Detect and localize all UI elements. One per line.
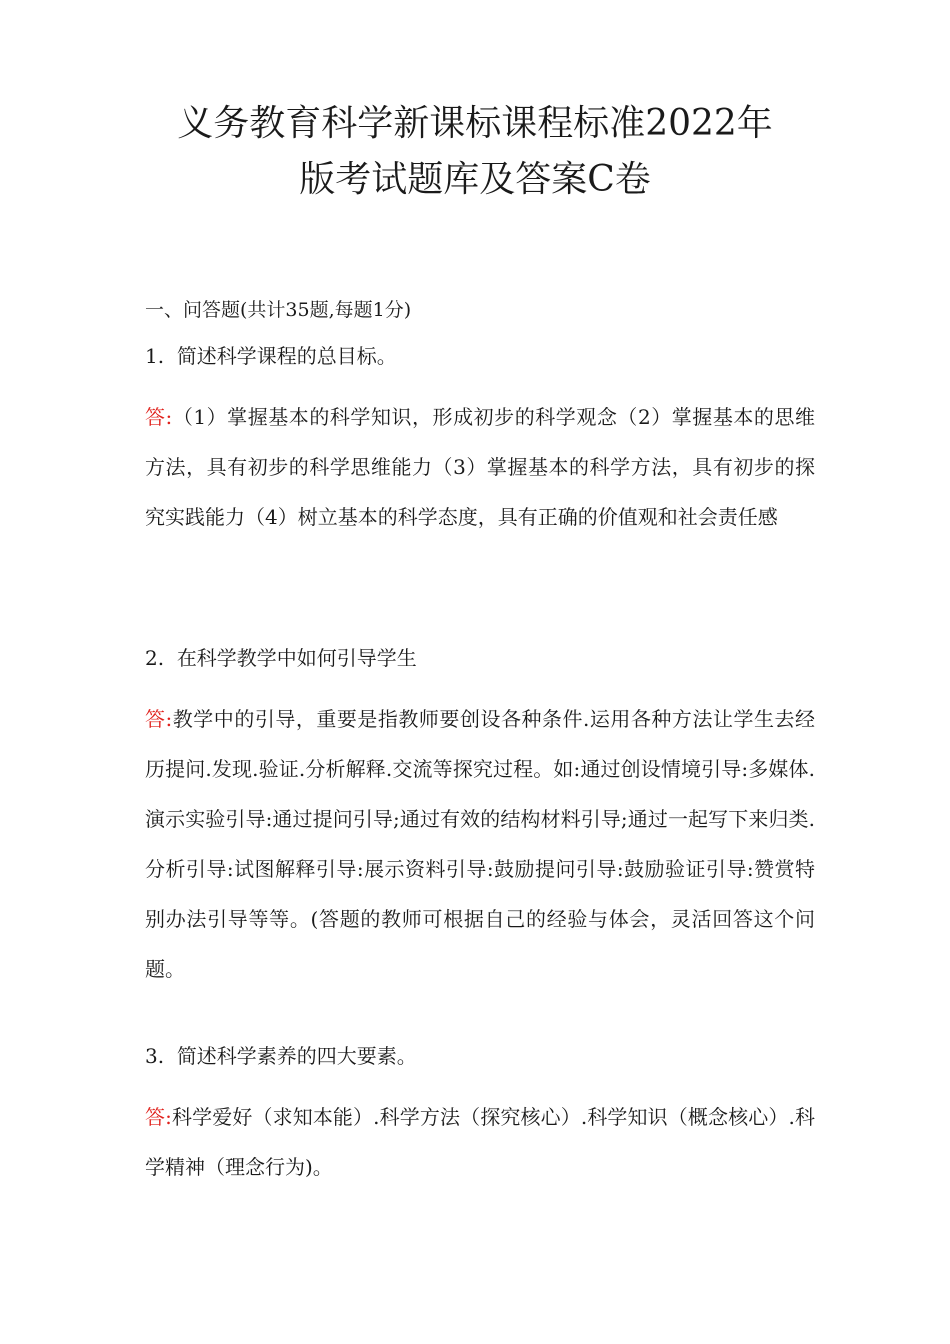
- question-number: 3.: [145, 1044, 165, 1068]
- section-heading: 一、问答题(共计35题,每题1分): [145, 299, 412, 321]
- question-1: [145, 342, 815, 370]
- question-2: [145, 644, 815, 672]
- answer-text: 科学爱好（求知本能）.科学方法（探究核心）.科学知识（概念核心）.科学精神（理念行为)。: [145, 1105, 815, 1179]
- document-title: [120, 96, 830, 208]
- answer-3: [145, 1092, 815, 1192]
- question-block-1: [145, 342, 815, 542]
- question-number: 2.: [145, 646, 165, 670]
- question-text: 简述科学素养的四大要素。: [176, 1044, 417, 1068]
- question-block-3: [145, 1042, 815, 1192]
- answer-label: 答:: [145, 405, 173, 429]
- answer-1: [145, 392, 815, 542]
- title-line-2: 版考试题库及答案C卷: [299, 159, 651, 200]
- question-text: 简述科学课程的总目标。: [176, 344, 397, 368]
- question-block-2: [145, 644, 815, 994]
- question-text: 在科学教学中如何引导学生: [176, 646, 417, 670]
- answer-text: 教学中的引导，重要是指教师要创设各种条件.运用各种方法让学生去经历提问.发现.验证.分析解释.交流等探究过程。如:通过创设情境引导:多媒体.演示实验引导:通过提问引导;通过有效的结构材料引导;通过一起写下来归类.分析引导:试图解释引导:展示资料引导:鼓励提问引导:鼓励验证引导:赞赏特别办法引导等等。(答题的教师可根据自己的经验与体会，灵活回答这个问题。: [145, 707, 816, 981]
- answer-label: 答:: [145, 707, 173, 731]
- title-line-1: 义务教育科学新课标课程标准2022年: [177, 103, 773, 144]
- answer-2: [145, 694, 815, 994]
- answer-label: 答:: [145, 1105, 172, 1129]
- answer-text: （1）掌握基本的科学知识，形成初步的科学观念（2）掌握基本的思维方法，具有初步的科学思维能力（3）掌握基本的科学方法，具有初步的探究实践能力（4）树立基本的科学态度，具有正确的价值观和社会责任感: [145, 405, 815, 529]
- question-number: 1.: [145, 344, 165, 368]
- question-3: [145, 1042, 815, 1070]
